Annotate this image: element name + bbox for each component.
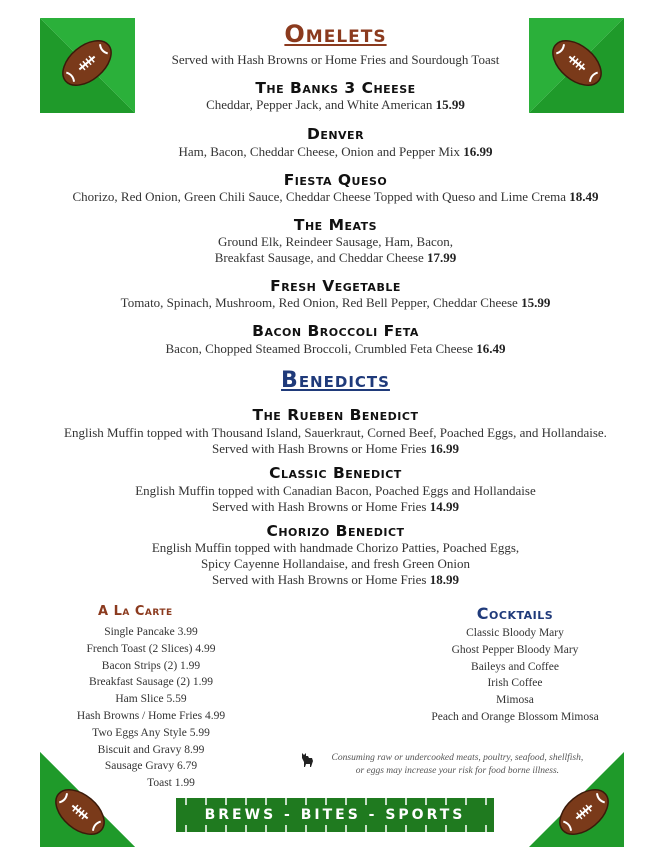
menu-item-desc <box>0 295 671 311</box>
menu-item-desc-text: Served with Hash Browns or Home Fries <box>212 499 427 514</box>
menu-item-desc-text: Spicy Cayenne Hollandaise, and fresh Green Onion <box>201 556 470 571</box>
menu-item-desc-text: English Muffin topped with Thousand Island, Sauerkraut, Corned Beef, Poached Eggs, and Hollandaise. <box>64 425 607 440</box>
list-item: Sausage Gravy 6.79 <box>104 760 198 773</box>
notice-line: or eggs may increase your risk for food borne illness. <box>355 766 560 776</box>
omelets-subtitle: Served with Hash Browns or Home Fries and Sourdough Toast <box>171 52 500 67</box>
list-item: Single Pancake 3.99 <box>104 626 198 638</box>
menu-item-name: The Meats <box>293 216 378 234</box>
list-item: French Toast (2 Slices) 4.99 <box>86 642 216 655</box>
menu-item-price: 18.99 <box>429 572 459 587</box>
yard-lines-icon <box>176 798 494 805</box>
a-la-carte-title: A La Carte <box>98 604 173 619</box>
menu-item-name: Bacon Broccoli Feta <box>252 322 419 340</box>
cocktails-list <box>400 625 630 726</box>
menu-item-desc-text: Cheddar, Pepper Jack, and White American <box>206 97 433 112</box>
menu-item-desc <box>0 425 671 457</box>
menu-item-name: The Rueben Benedict <box>252 406 419 424</box>
menu-item-desc-text: Bacon, Chopped Steamed Broccoli, Crumbled Feta Cheese <box>165 341 474 356</box>
menu-item-desc-text: Served with Hash Browns or Home Fries <box>212 572 427 587</box>
moose-icon <box>300 752 314 768</box>
menu-item-desc-text: Ham, Bacon, Cheddar Cheese, Onion and Pepper Mix <box>178 144 461 159</box>
menu-item-name: Denver <box>306 125 365 143</box>
menu-item-desc <box>0 540 671 588</box>
list-item: Mimosa <box>496 694 534 707</box>
menu-item-desc-text: English Muffin topped with handmade Chorizo Patties, Poached Eggs, <box>151 540 520 555</box>
menu-item-name: Fiesta Queso <box>283 171 388 189</box>
food-safety-notice <box>300 752 600 778</box>
menu-item-price: 16.99 <box>463 144 493 159</box>
list-item: Baileys and Coffee <box>471 660 559 673</box>
menu-item-name: Fresh Vegetable <box>270 277 401 295</box>
menu-item-price: 15.99 <box>435 97 465 112</box>
list-item: Bacon Strips (2) 1.99 <box>101 659 201 672</box>
footer-slogan: BREWS - BITES - SPORTS <box>204 807 466 823</box>
menu-item-price: 14.99 <box>429 499 459 514</box>
benedicts-section-title: Benedicts <box>281 368 390 393</box>
list-item: Biscuit and Gravy 8.99 <box>97 743 205 756</box>
menu-item-desc-text: Chorizo, Red Onion, Green Chili Sauce, Cheddar Cheese Topped with Queso and Lime Crema <box>72 189 566 204</box>
menu-item-desc-text: English Muffin topped with Canadian Bacon, Poached Eggs and Hollandaise <box>135 483 536 498</box>
menu-item-desc-text: Served with Hash Browns or Home Fries <box>212 441 427 456</box>
list-item: Breakfast Sausage (2) 1.99 <box>89 676 213 689</box>
a-la-carte-list <box>40 624 240 792</box>
menu-item-desc-text: Tomato, Spinach, Mushroom, Red Onion, Red Bell Pepper, Cheddar Cheese <box>120 295 518 310</box>
menu-item-desc <box>0 144 671 160</box>
menu-item-desc <box>0 97 671 113</box>
list-item: Toast 1.99 <box>147 777 195 790</box>
menu-item-desc <box>0 341 671 357</box>
list-item: Ham Slice 5.59 <box>115 693 187 706</box>
list-item: Peach and Orange Blossom Mimosa <box>431 710 599 723</box>
notice-line: Consuming raw or undercooked meats, poultry, seafood, shellfish, <box>331 753 584 763</box>
omelets-section-title: Omelets <box>284 20 387 48</box>
list-item: Irish Coffee <box>487 677 543 690</box>
menu-item-name: The Banks 3 Cheese <box>255 79 416 97</box>
list-item: Ghost Pepper Bloody Mary <box>451 643 579 656</box>
menu-item-price: 15.99 <box>521 295 551 310</box>
menu-item-desc <box>0 189 671 205</box>
menu-item-desc <box>0 234 671 266</box>
menu-item-price: 18.49 <box>569 189 599 204</box>
menu-item-name: Chorizo Benedict <box>266 522 405 540</box>
menu-item-desc <box>0 483 671 515</box>
list-item: Classic Bloody Mary <box>466 627 564 639</box>
menu-item-price: 16.49 <box>476 341 506 356</box>
cocktails-title: Cocktails <box>476 604 554 623</box>
list-item: Two Eggs Any Style 5.99 <box>92 726 210 739</box>
yard-lines-icon <box>176 825 494 832</box>
menu-item-desc-text: Breakfast Sausage, and Cheddar Cheese <box>214 250 424 265</box>
list-item: Hash Browns / Home Fries 4.99 <box>76 709 226 722</box>
menu-item-price: 17.99 <box>427 250 457 265</box>
menu-item-desc-text: Ground Elk, Reindeer Sausage, Ham, Bacon, <box>217 234 454 249</box>
footer-banner <box>176 798 494 832</box>
menu-item-price: 16.99 <box>429 441 459 456</box>
menu-item-name: Classic Benedict <box>269 464 402 482</box>
